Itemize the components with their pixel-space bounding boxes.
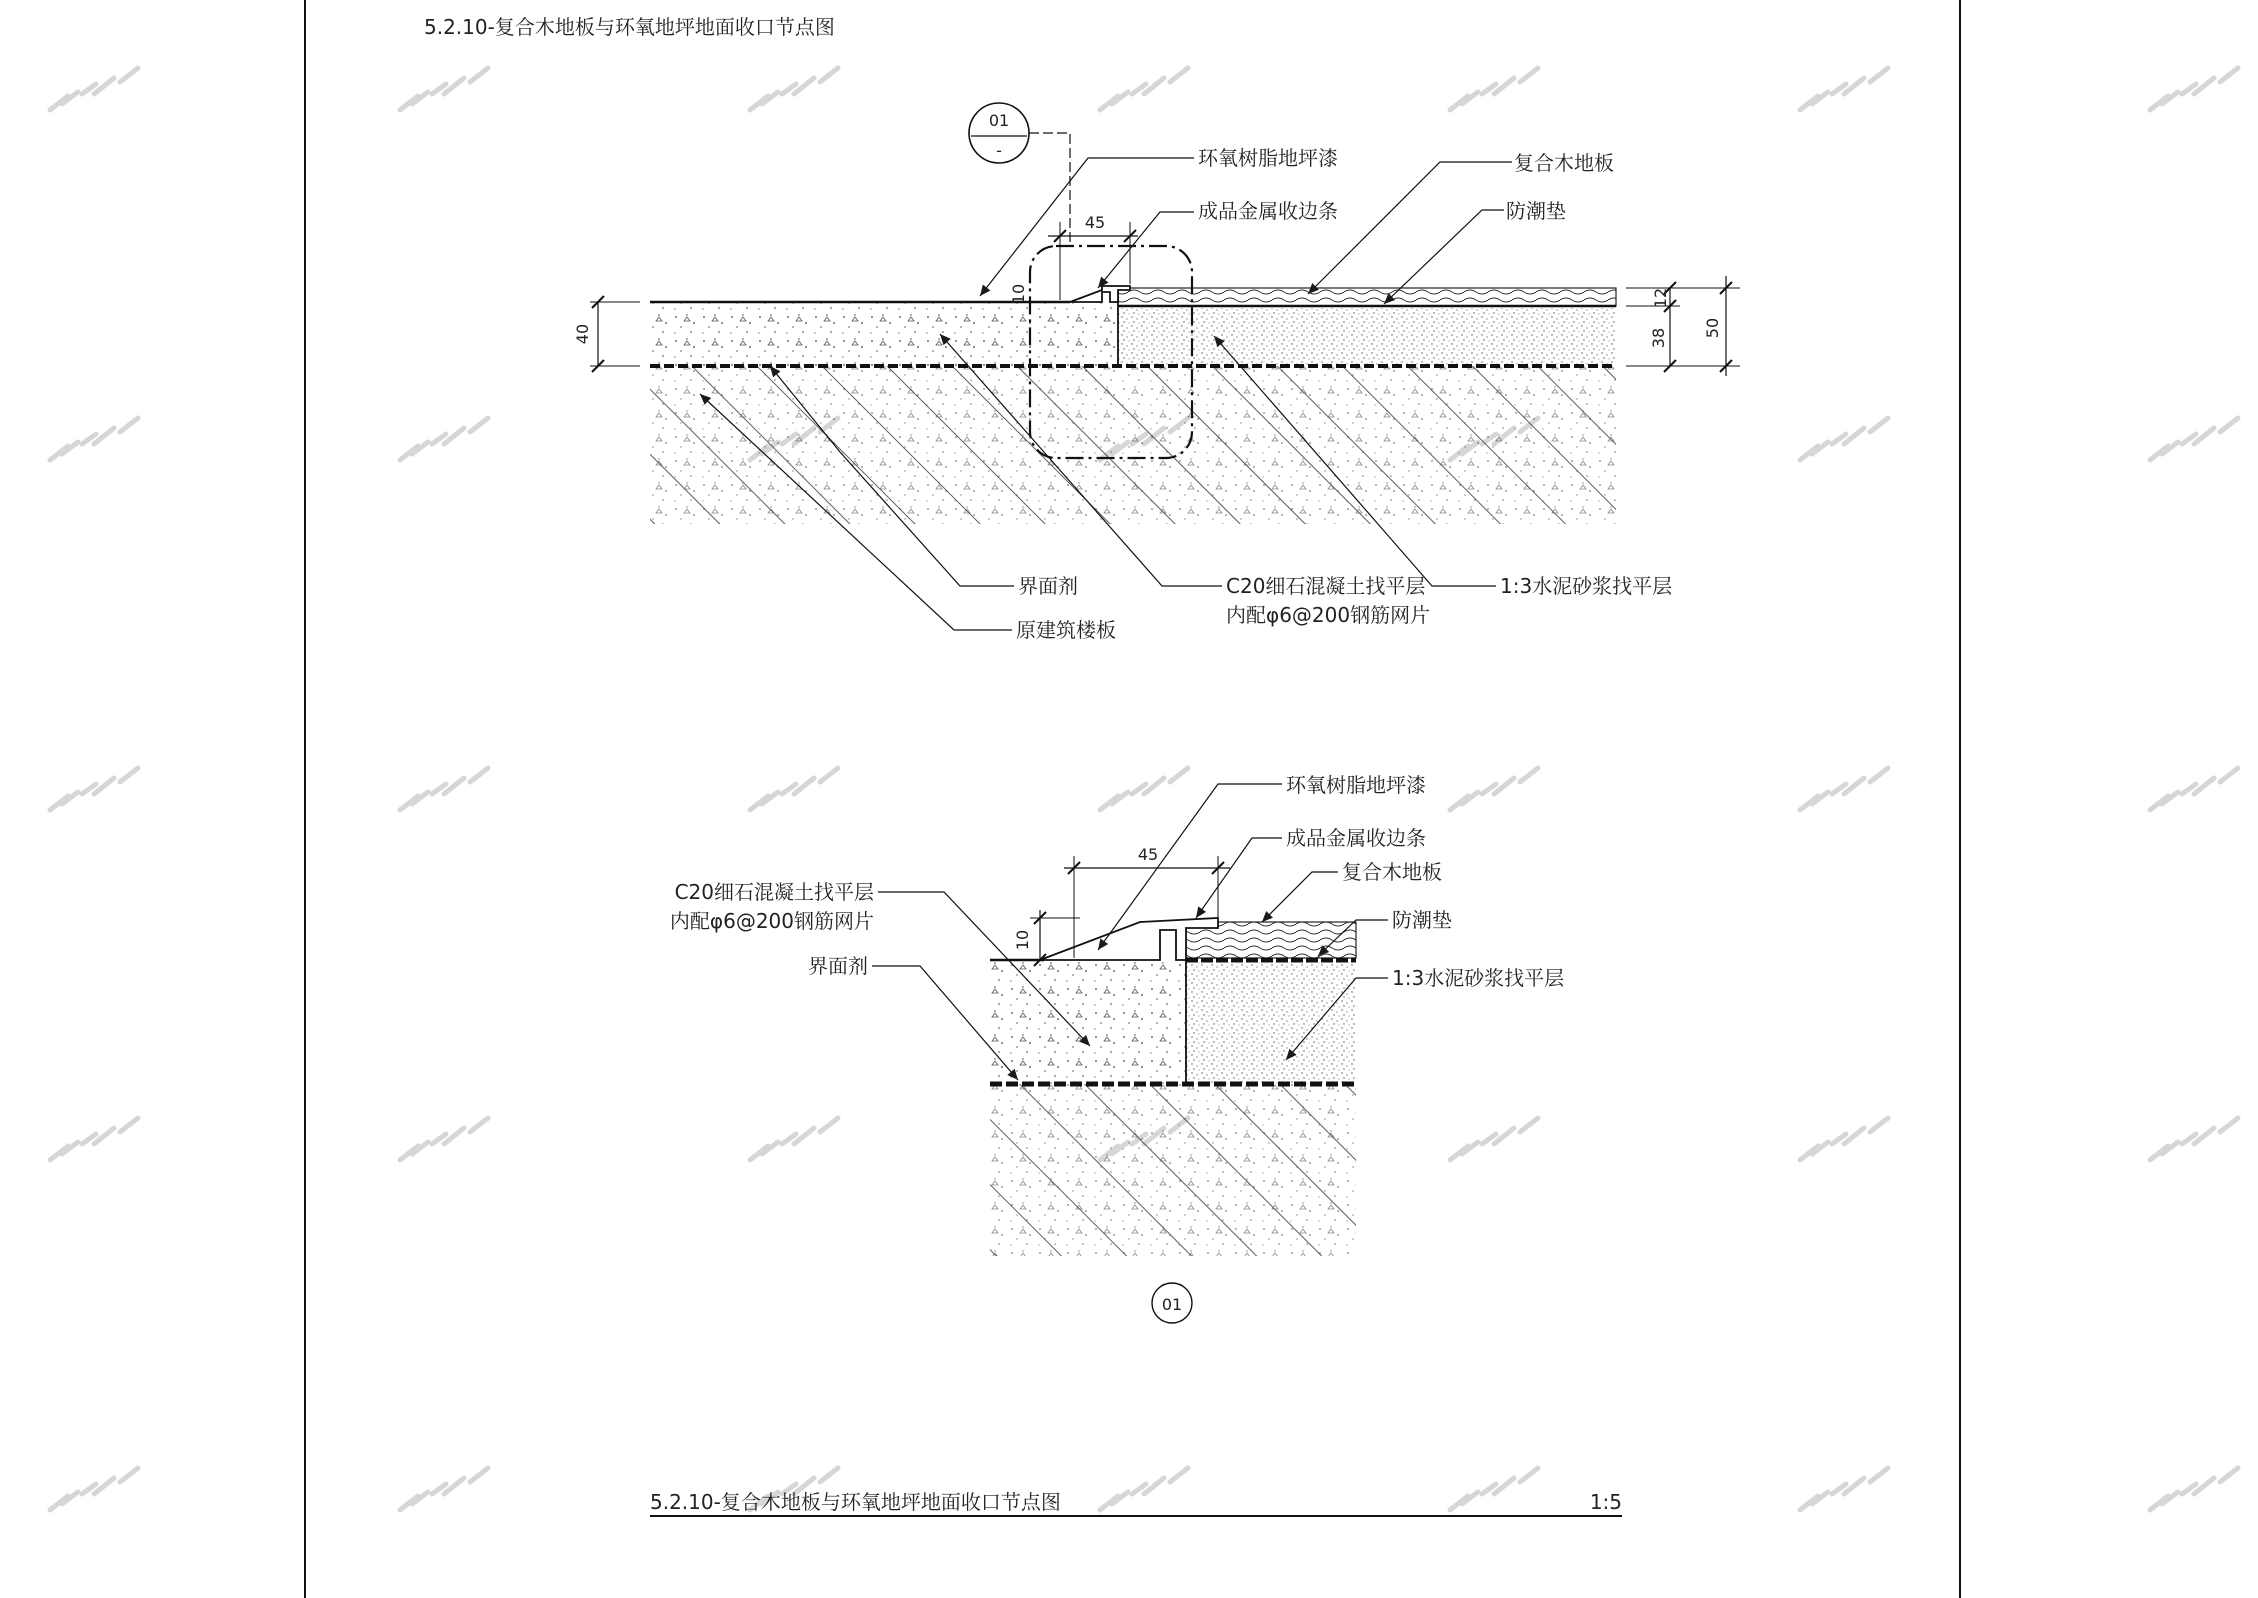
detail-tag: 01 (1161, 1295, 1183, 1314)
slab-dots-2 (990, 1084, 1356, 1256)
watermark-mark (1800, 418, 1888, 460)
watermark-mark (50, 768, 138, 810)
label-c20-line2: 内配φ6@200钢筋网片 (1226, 603, 1431, 627)
callout-number: 01 (988, 111, 1010, 130)
dim-step: 10 (1009, 283, 1028, 305)
label-interface-agent: 界面剂 (1018, 574, 1078, 598)
dim-step-2: 10 (1013, 929, 1032, 951)
dim-width-2: 45 (1137, 845, 1159, 864)
mortar-layer-2 (1186, 962, 1356, 1084)
label-interface-agent-2: 界面剂 (808, 954, 868, 978)
footer-title: 5.2.10-复合木地板与环氧地坪地面收口节点图 (650, 1490, 1061, 1514)
dim-left-thickness: 40 (573, 323, 592, 345)
watermark-mark (1450, 1118, 1538, 1160)
watermark-mark (1100, 68, 1188, 110)
watermark-mark (2150, 68, 2238, 110)
c20-layer-2 (990, 962, 1186, 1084)
footer-scale: 1:5 (1589, 1490, 1622, 1514)
watermark-mark (2150, 1118, 2238, 1160)
leader-wood (1308, 162, 1512, 294)
label-mortar: 1:3水泥砂浆找平层 (1500, 574, 1673, 598)
header-title: 5.2.10-复合木地板与环氧地坪地面收口节点图 (424, 15, 835, 39)
label-c20-line2-2: 内配φ6@200钢筋网片 (669, 909, 874, 933)
c20-layer (650, 302, 1118, 366)
label-wood-floor: 复合木地板 (1514, 151, 1614, 175)
label-mortar-2: 1:3水泥砂浆找平层 (1392, 966, 1565, 990)
watermark-mark (400, 1118, 488, 1160)
watermark-mark (1800, 1468, 1888, 1510)
dim-width: 45 (1084, 213, 1106, 232)
label-c20-line1: C20细石混凝土找平层 (1226, 574, 1426, 598)
watermark-mark (50, 68, 138, 110)
watermark-layer (50, 68, 2238, 1510)
dim-wood: 12 (1651, 287, 1670, 309)
dim-total: 50 (1703, 317, 1722, 339)
leader-wood-2 (1262, 872, 1338, 922)
watermark-mark (1450, 68, 1538, 110)
watermark-mark (750, 768, 838, 810)
label-moisture-pad: 防潮垫 (1506, 199, 1566, 223)
label-epoxy: 环氧树脂地坪漆 (1198, 146, 1338, 170)
label-original-slab: 原建筑楼板 (1016, 618, 1116, 642)
label-wood-floor-2: 复合木地板 (1342, 860, 1442, 884)
watermark-mark (400, 1468, 488, 1510)
watermark-mark (2150, 1468, 2238, 1510)
label-epoxy-2: 环氧树脂地坪漆 (1286, 773, 1426, 797)
watermark-mark (2150, 418, 2238, 460)
watermark-mark (1800, 1118, 1888, 1160)
watermark-mark (50, 418, 138, 460)
slab-dots (650, 366, 1616, 524)
label-c20-line1-2: C20细石混凝土找平层 (674, 880, 874, 904)
watermark-mark (1450, 1468, 1538, 1510)
watermark-mark (400, 768, 488, 810)
label-moisture-pad-2: 防潮垫 (1392, 908, 1452, 932)
watermark-mark (1100, 1468, 1188, 1510)
watermark-mark (400, 418, 488, 460)
watermark-mark (750, 68, 838, 110)
leader-metal-2 (1196, 838, 1282, 918)
dim-mortar: 38 (1649, 327, 1668, 349)
watermark-mark (750, 1118, 838, 1160)
watermark-mark (2150, 768, 2238, 810)
label-metal-strip-2: 成品金属收边条 (1286, 826, 1426, 850)
detail-bottom (670, 773, 1564, 1323)
detail-top (573, 103, 1740, 642)
label-metal-strip: 成品金属收边条 (1198, 199, 1338, 223)
callout-sheet: - (996, 141, 1002, 160)
watermark-mark (400, 68, 488, 110)
watermark-mark (50, 1468, 138, 1510)
watermark-mark (1450, 768, 1538, 810)
watermark-mark (1800, 68, 1888, 110)
watermark-mark (50, 1118, 138, 1160)
watermark-mark (1100, 768, 1188, 810)
watermark-mark (1800, 768, 1888, 810)
